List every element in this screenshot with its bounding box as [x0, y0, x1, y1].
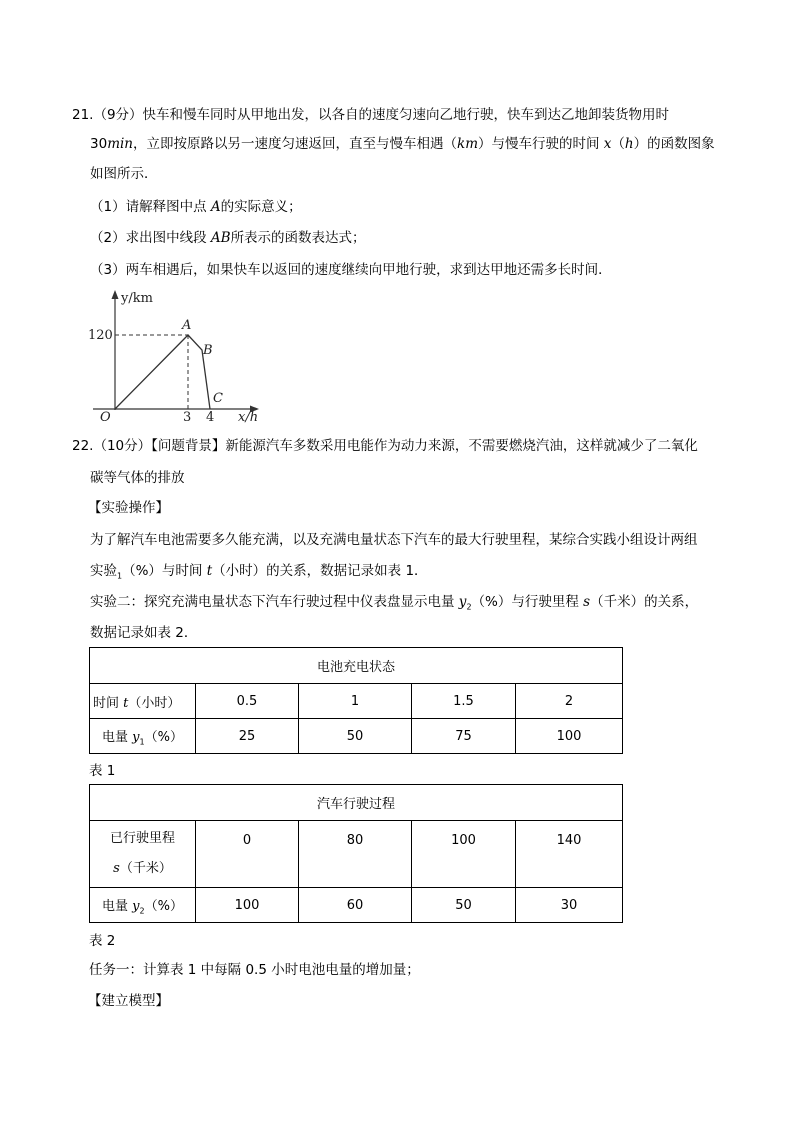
q21-subq1-end: 的实际意义；	[220, 199, 302, 215]
table2-row1-label	[90, 821, 196, 888]
point-B-label: B	[203, 343, 213, 358]
q21-paren: （	[611, 136, 625, 152]
q22-paragraph1: 为了解汽车电池需要多久能充满，以及充满电量状态下汽车的最大行驶里程，某综合实践小组设计两组	[90, 532, 698, 548]
q21-segment-AB: AB	[210, 230, 231, 246]
q22-line2: 碳等气体的排放	[90, 470, 185, 486]
table-2-driving	[89, 784, 623, 923]
table-cell: 50	[299, 719, 412, 754]
table-1-charging	[89, 647, 623, 754]
graph-line	[115, 335, 210, 409]
var-y: y	[132, 898, 140, 914]
table2-caption: 表 2	[89, 933, 116, 949]
table-row	[90, 684, 623, 719]
q21-subq3: （3）两车相遇后，如果快车以返回的速度继续向甲地行驶，求到达甲地还需多长时间．	[90, 262, 612, 278]
table-cell: 100	[516, 719, 623, 754]
var-y: y	[132, 729, 140, 745]
table-cell: 140	[516, 821, 623, 888]
y-axis-label: y/km	[121, 291, 153, 306]
q22-p3-text2: （%）与行驶里程	[471, 594, 584, 610]
q22-var-s: s	[583, 594, 591, 610]
table-cell: 60	[299, 888, 412, 923]
table1-row1-label	[90, 684, 196, 719]
q21-subq1-text: （1）请解释图中点	[90, 199, 211, 215]
q21-subq2-text: （2）求出图中线段	[90, 230, 211, 246]
q22-p2-text2: （%）与时间	[122, 563, 207, 579]
q21-line3: 如图所示．	[90, 166, 158, 182]
label-text: 已行驶里程	[109, 831, 175, 846]
table-row	[90, 719, 623, 754]
q22-p2-end: （小时）的关系，数据记录如表 1．	[212, 563, 428, 579]
q21-line2	[90, 135, 715, 153]
label-unit: （小时）	[128, 695, 181, 711]
q22-var-y-sub: 2	[466, 602, 472, 612]
q21-unit-km: km	[457, 136, 478, 152]
q21-line2-text2: ）与慢车行驶的时间	[478, 136, 604, 152]
table-cell: 0	[196, 821, 299, 888]
table-cell: 100	[196, 888, 299, 923]
var-s: s	[113, 861, 120, 876]
q21-time-value: 30	[90, 136, 108, 152]
label-unit: （%）	[144, 898, 183, 914]
q22-section-model: 【建立模型】	[88, 993, 169, 1009]
q21-unit-h: h	[624, 136, 634, 152]
table2-row2-label	[90, 888, 196, 923]
origin-label: O	[100, 410, 111, 423]
var-t: t	[123, 695, 129, 711]
q22-section-experiment: 【实验操作】	[88, 500, 169, 516]
x-axis-label: x/h	[238, 410, 259, 423]
label-unit: （千米）	[119, 861, 172, 876]
point-A-label: A	[182, 318, 192, 333]
table-cell: 1.5	[412, 684, 516, 719]
table-cell: 0.5	[196, 684, 299, 719]
x-tick-3: 3	[183, 410, 192, 423]
y-tick-120: 120	[88, 328, 113, 343]
table-cell: 30	[516, 888, 623, 923]
x-tick-4: 4	[206, 410, 215, 423]
q21-subq2-end: 所表示的函数表达式；	[230, 230, 366, 246]
q21-function-graph	[85, 288, 275, 423]
q22-p3-text: 实验二：探究充满电量状态下汽车行驶过程中仪表盘显示电量	[90, 594, 459, 610]
q21-line2-text: ，立即按原路以另一速度匀速返回，直至与慢车相遇（	[133, 136, 458, 152]
table2-title: 汽车行驶过程	[90, 785, 623, 821]
q21-var-x: x	[603, 136, 612, 152]
q22-task1: 任务一：计算表 1 中每隔 0.5 小时电池电量的增加量；	[89, 962, 420, 978]
table-cell: 1	[299, 684, 412, 719]
label-text: 电量	[102, 729, 133, 745]
label-text: 电量	[102, 898, 133, 914]
q22-paragraph2	[90, 562, 428, 586]
q22-p2-text: 实验	[90, 563, 117, 579]
q22-p2-sub: 1	[117, 571, 123, 581]
table-cell: 50	[412, 888, 516, 923]
point-C-label: C	[213, 391, 223, 406]
table-cell: 100	[412, 821, 516, 888]
y-axis-arrow-icon	[112, 290, 119, 299]
q22-var-y: y	[458, 594, 467, 610]
table-cell: 2	[516, 684, 623, 719]
table1-row2-label	[90, 719, 196, 754]
q21-subq2	[90, 229, 366, 247]
table1-caption: 表 1	[89, 763, 116, 779]
q22-paragraph3	[90, 593, 698, 617]
q22-p3-end: （千米）的关系，	[590, 594, 699, 610]
var-sub: 2	[139, 906, 145, 916]
label-text: 时间	[93, 695, 124, 711]
table-row	[90, 888, 623, 923]
table-cell: 25	[196, 719, 299, 754]
q21-line1: 21.（9分）快车和慢车同时从甲地出发，以各自的速度匀速向乙地行驶，快车到达乙地卸装货物用时	[72, 107, 670, 123]
q22-paragraph4: 数据记录如表 2．	[90, 625, 198, 641]
q22-line1: 22.（10分）【问题背景】新能源汽车多数采用电能作为动力来源，不需要燃烧汽油，这样就减少了二氧化	[72, 438, 698, 454]
var-sub: 1	[139, 737, 145, 747]
table1-title: 电池充电状态	[90, 648, 623, 684]
q22-var-t: t	[206, 563, 213, 579]
q21-point-A: A	[210, 199, 221, 215]
q21-line2-end: ）的函数图象	[633, 136, 715, 152]
q21-unit-min: min	[107, 136, 134, 152]
table-row	[90, 821, 623, 888]
label-unit: （%）	[144, 729, 183, 745]
table-cell: 75	[412, 719, 516, 754]
q21-subq1	[90, 198, 302, 216]
table-cell: 80	[299, 821, 412, 888]
